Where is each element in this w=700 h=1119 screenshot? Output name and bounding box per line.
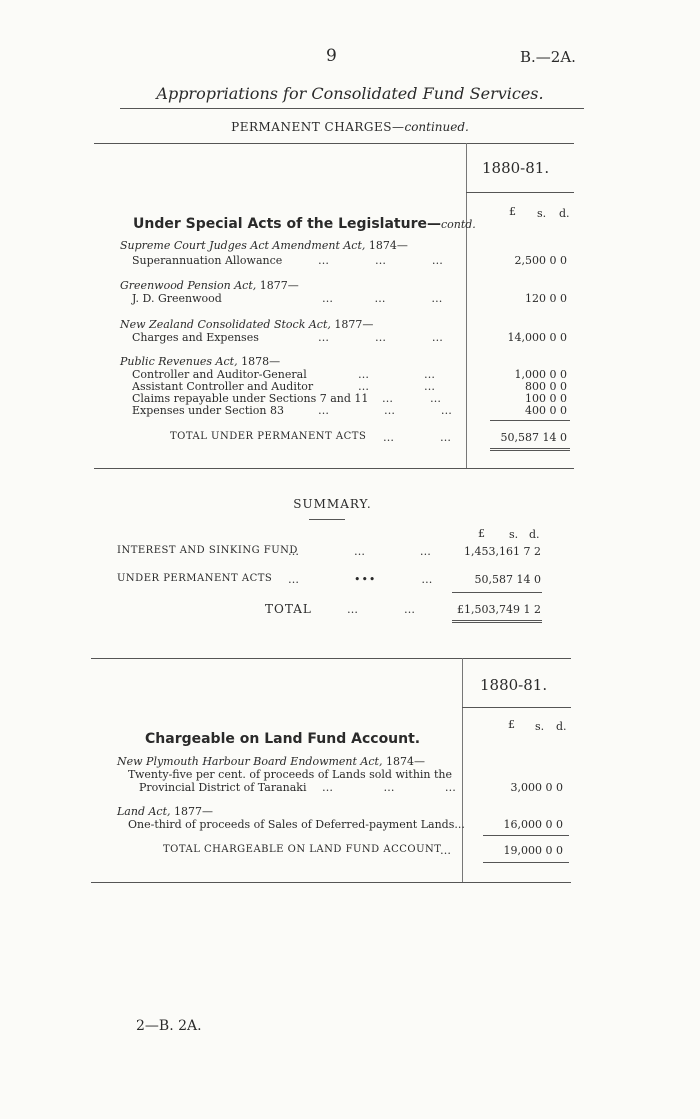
land-table-bottom-rule	[91, 882, 571, 883]
land-subtotal-rule	[483, 835, 569, 836]
act-name: New Plymouth Harbour Board Endowment Act,	[117, 755, 383, 768]
table-bottom-rule	[94, 468, 574, 469]
line-item-amount: 16,000 0 0	[503, 818, 563, 831]
line-item-amount: 400 0 0	[525, 404, 567, 417]
act-name: Public Revenues Act,	[120, 355, 238, 368]
page-number: 9	[326, 46, 337, 66]
leader-dots: … … …	[318, 254, 444, 267]
pence-head: d.	[529, 528, 540, 541]
shilling-head: s.	[535, 720, 545, 733]
pence-head: d.	[556, 720, 567, 733]
act-year: 1877—	[259, 279, 299, 292]
line-item-amount: 14,000 0 0	[507, 331, 567, 344]
leader-dots: … … …	[318, 331, 444, 344]
line-item-amount: 1,000 0 0	[514, 368, 567, 381]
line-item-label: One-third of proceeds of Sales of Deferred-payment Lands...	[128, 818, 465, 831]
summary-total-rule	[452, 620, 542, 621]
line-item-label: Charges and Expenses	[132, 331, 259, 344]
summary-title-rule	[309, 519, 345, 520]
leader-dots: … … …	[322, 781, 457, 794]
year-header-rule	[466, 192, 574, 193]
act-year: 1878—	[241, 355, 281, 368]
total-rule	[490, 448, 570, 449]
line-item-label: Superannuation Allowance	[132, 254, 283, 267]
act-name: Greenwood Pension Act,	[120, 279, 257, 292]
year-column-header: 1880-81.	[482, 159, 550, 177]
line-item-amount: 800 0 0	[525, 380, 567, 393]
line-item-amount: 120 0 0	[525, 292, 567, 305]
summary-row-label: UNDER PERMANENT ACTS	[117, 573, 273, 584]
act-name: New Zealand Consolidated Stock Act,	[120, 318, 331, 331]
total-rule-double	[490, 450, 570, 451]
act-heading	[117, 805, 213, 818]
summary-subtotal-rule	[452, 592, 542, 593]
total-permanent-label: TOTAL UNDER PERMANENT ACTS	[170, 431, 367, 442]
heading-rule	[120, 108, 584, 109]
line-item-amount: 3,000 0 0	[510, 781, 563, 794]
act-year: 1874—	[368, 239, 408, 252]
summary-title: SUMMARY.	[293, 497, 372, 511]
act-year: 1877—	[334, 318, 374, 331]
act-name: Supreme Court Judges Act Amendment Act,	[120, 239, 366, 252]
summary-total-label: TOTAL	[265, 602, 312, 616]
document-reference: B.—2A.	[520, 48, 576, 66]
leader-dots: … …	[358, 380, 436, 393]
shilling-head: s.	[537, 207, 547, 220]
leader-dots: … …	[358, 368, 436, 381]
act-name: Land Act,	[117, 805, 171, 818]
section-title-land-fund: Chargeable on Land Fund Account.	[145, 731, 421, 747]
summary-total-amount: £1,503,749 1 2	[457, 603, 541, 616]
line-item-amount: 100 0 0	[525, 392, 567, 405]
leader-dots: … … …	[318, 404, 453, 417]
leader-dots: … …	[383, 431, 452, 444]
summary-row-amount: 1,453,161 7 2	[464, 545, 541, 558]
act-heading	[120, 279, 299, 292]
section-title-contd: contd.	[440, 218, 476, 231]
total-land-fund-amount: 19,000 0 0	[503, 844, 563, 857]
leader-dots: … … …	[322, 292, 444, 305]
line-item-amount: 2,500 0 0	[514, 254, 567, 267]
page-heading: Appropriations for Consolidated Fund Services.	[156, 84, 544, 103]
line-item-label: Expenses under Section 83	[132, 404, 284, 417]
line-item-label: J. D. Greenwood	[132, 292, 222, 305]
summary-total-rule-double	[452, 622, 542, 623]
act-heading	[120, 318, 373, 331]
leader-dots: … …	[347, 603, 416, 616]
land-year-column-header: 1880-81.	[480, 676, 548, 694]
total-land-fund-label: TOTAL CHARGEABLE ON LAND FUND ACCOUNT	[163, 844, 442, 855]
leader-dots: … ••• …	[288, 573, 434, 586]
line-item-label: Twenty-five per cent. of proceeds of Lands sold within the	[128, 768, 453, 781]
line-item-label: Controller and Auditor-General	[132, 368, 307, 381]
act-year: 1877—	[174, 805, 214, 818]
leader-dots: …	[440, 844, 452, 857]
leader-dots: … …	[382, 392, 442, 405]
subtitle-continued: continued.	[404, 120, 469, 134]
line-item-label: Claims repayable under Sections 7 and 11	[132, 392, 369, 405]
page-signature: 2—B. 2A.	[136, 1018, 202, 1034]
summary-row-amount: 50,587 14 0	[474, 573, 541, 586]
land-table-top-rule	[91, 658, 571, 659]
subtitle-main: PERMANENT CHARGES—	[231, 120, 405, 134]
land-total-rule	[483, 862, 569, 863]
pound-head: £	[508, 718, 515, 731]
summary-row-label: INTEREST AND SINKING FUND	[117, 545, 298, 556]
section-title-special-acts	[133, 216, 476, 232]
pound-head: £	[478, 527, 485, 540]
act-heading	[120, 355, 280, 368]
table-top-rule	[94, 143, 574, 144]
land-year-header-rule	[462, 707, 571, 708]
section-title-text: Under Special Acts of the Legislature—	[133, 216, 441, 232]
total-permanent-amount: 50,587 14 0	[500, 431, 567, 444]
act-heading	[120, 239, 408, 252]
shilling-head: s.	[509, 528, 519, 541]
pound-head: £	[509, 205, 516, 218]
subtotal-rule	[490, 420, 570, 421]
section-subtitle	[0, 120, 700, 134]
line-item-label-continued: Provincial District of Taranaki	[139, 781, 307, 794]
leader-dots: … … …	[288, 545, 432, 558]
line-item-label: Assistant Controller and Auditor	[132, 380, 314, 393]
pence-head: d.	[559, 207, 570, 220]
act-heading	[117, 755, 425, 768]
act-year: 1874—	[385, 755, 425, 768]
